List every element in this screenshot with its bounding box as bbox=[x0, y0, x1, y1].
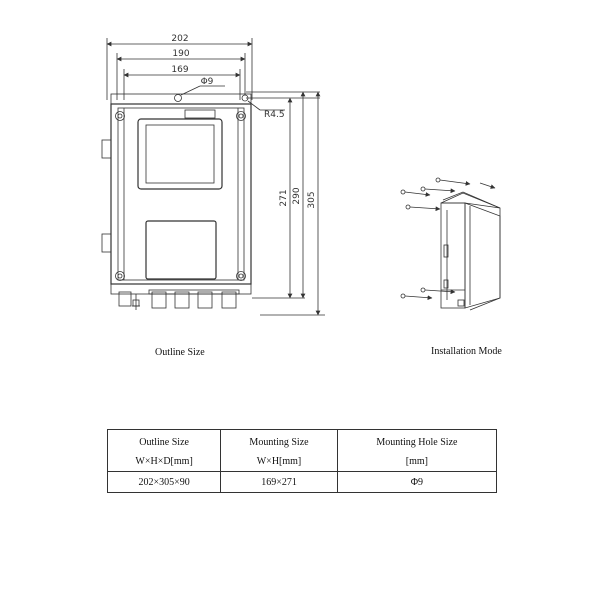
dim-label-202: 202 bbox=[171, 34, 189, 44]
installation-view bbox=[401, 178, 500, 310]
dim-label-hole-diameter: Φ9 bbox=[200, 77, 214, 87]
value-mounting-hole-size: Φ9 bbox=[337, 472, 496, 493]
outline-front-view bbox=[102, 38, 325, 315]
dim-label-305: 305 bbox=[307, 191, 317, 209]
header-mounting-size-unit: W×H[mm] bbox=[256, 455, 302, 467]
dim-label-271: 271 bbox=[279, 189, 289, 207]
header-mounting-hole-size-unit: [mm] bbox=[405, 455, 429, 467]
header-mounting-size-title: Mounting Size bbox=[249, 436, 309, 448]
outline-size-caption: Outline Size bbox=[155, 347, 205, 358]
value-mounting-size: 169×271 bbox=[221, 472, 338, 493]
dim-label-290: 290 bbox=[292, 187, 302, 205]
table-row bbox=[108, 472, 497, 493]
header-outline-size-unit: W×H×D[mm] bbox=[135, 455, 193, 467]
installation-mode-caption: Installation Mode bbox=[431, 346, 502, 357]
header-mounting-hole-size-title: Mounting Hole Size bbox=[376, 436, 458, 448]
dim-label-radius: R4.5 bbox=[264, 110, 285, 120]
value-outline-size: 202×305×90 bbox=[108, 472, 221, 493]
dim-label-190: 190 bbox=[172, 49, 190, 59]
dim-label-169: 169 bbox=[171, 65, 189, 75]
header-mounting-size bbox=[221, 430, 338, 472]
header-mounting-hole-size bbox=[337, 430, 496, 472]
spec-table bbox=[107, 429, 497, 493]
header-outline-size-title: Outline Size bbox=[139, 436, 189, 448]
table-header-row bbox=[108, 430, 497, 472]
header-outline-size bbox=[108, 430, 221, 472]
